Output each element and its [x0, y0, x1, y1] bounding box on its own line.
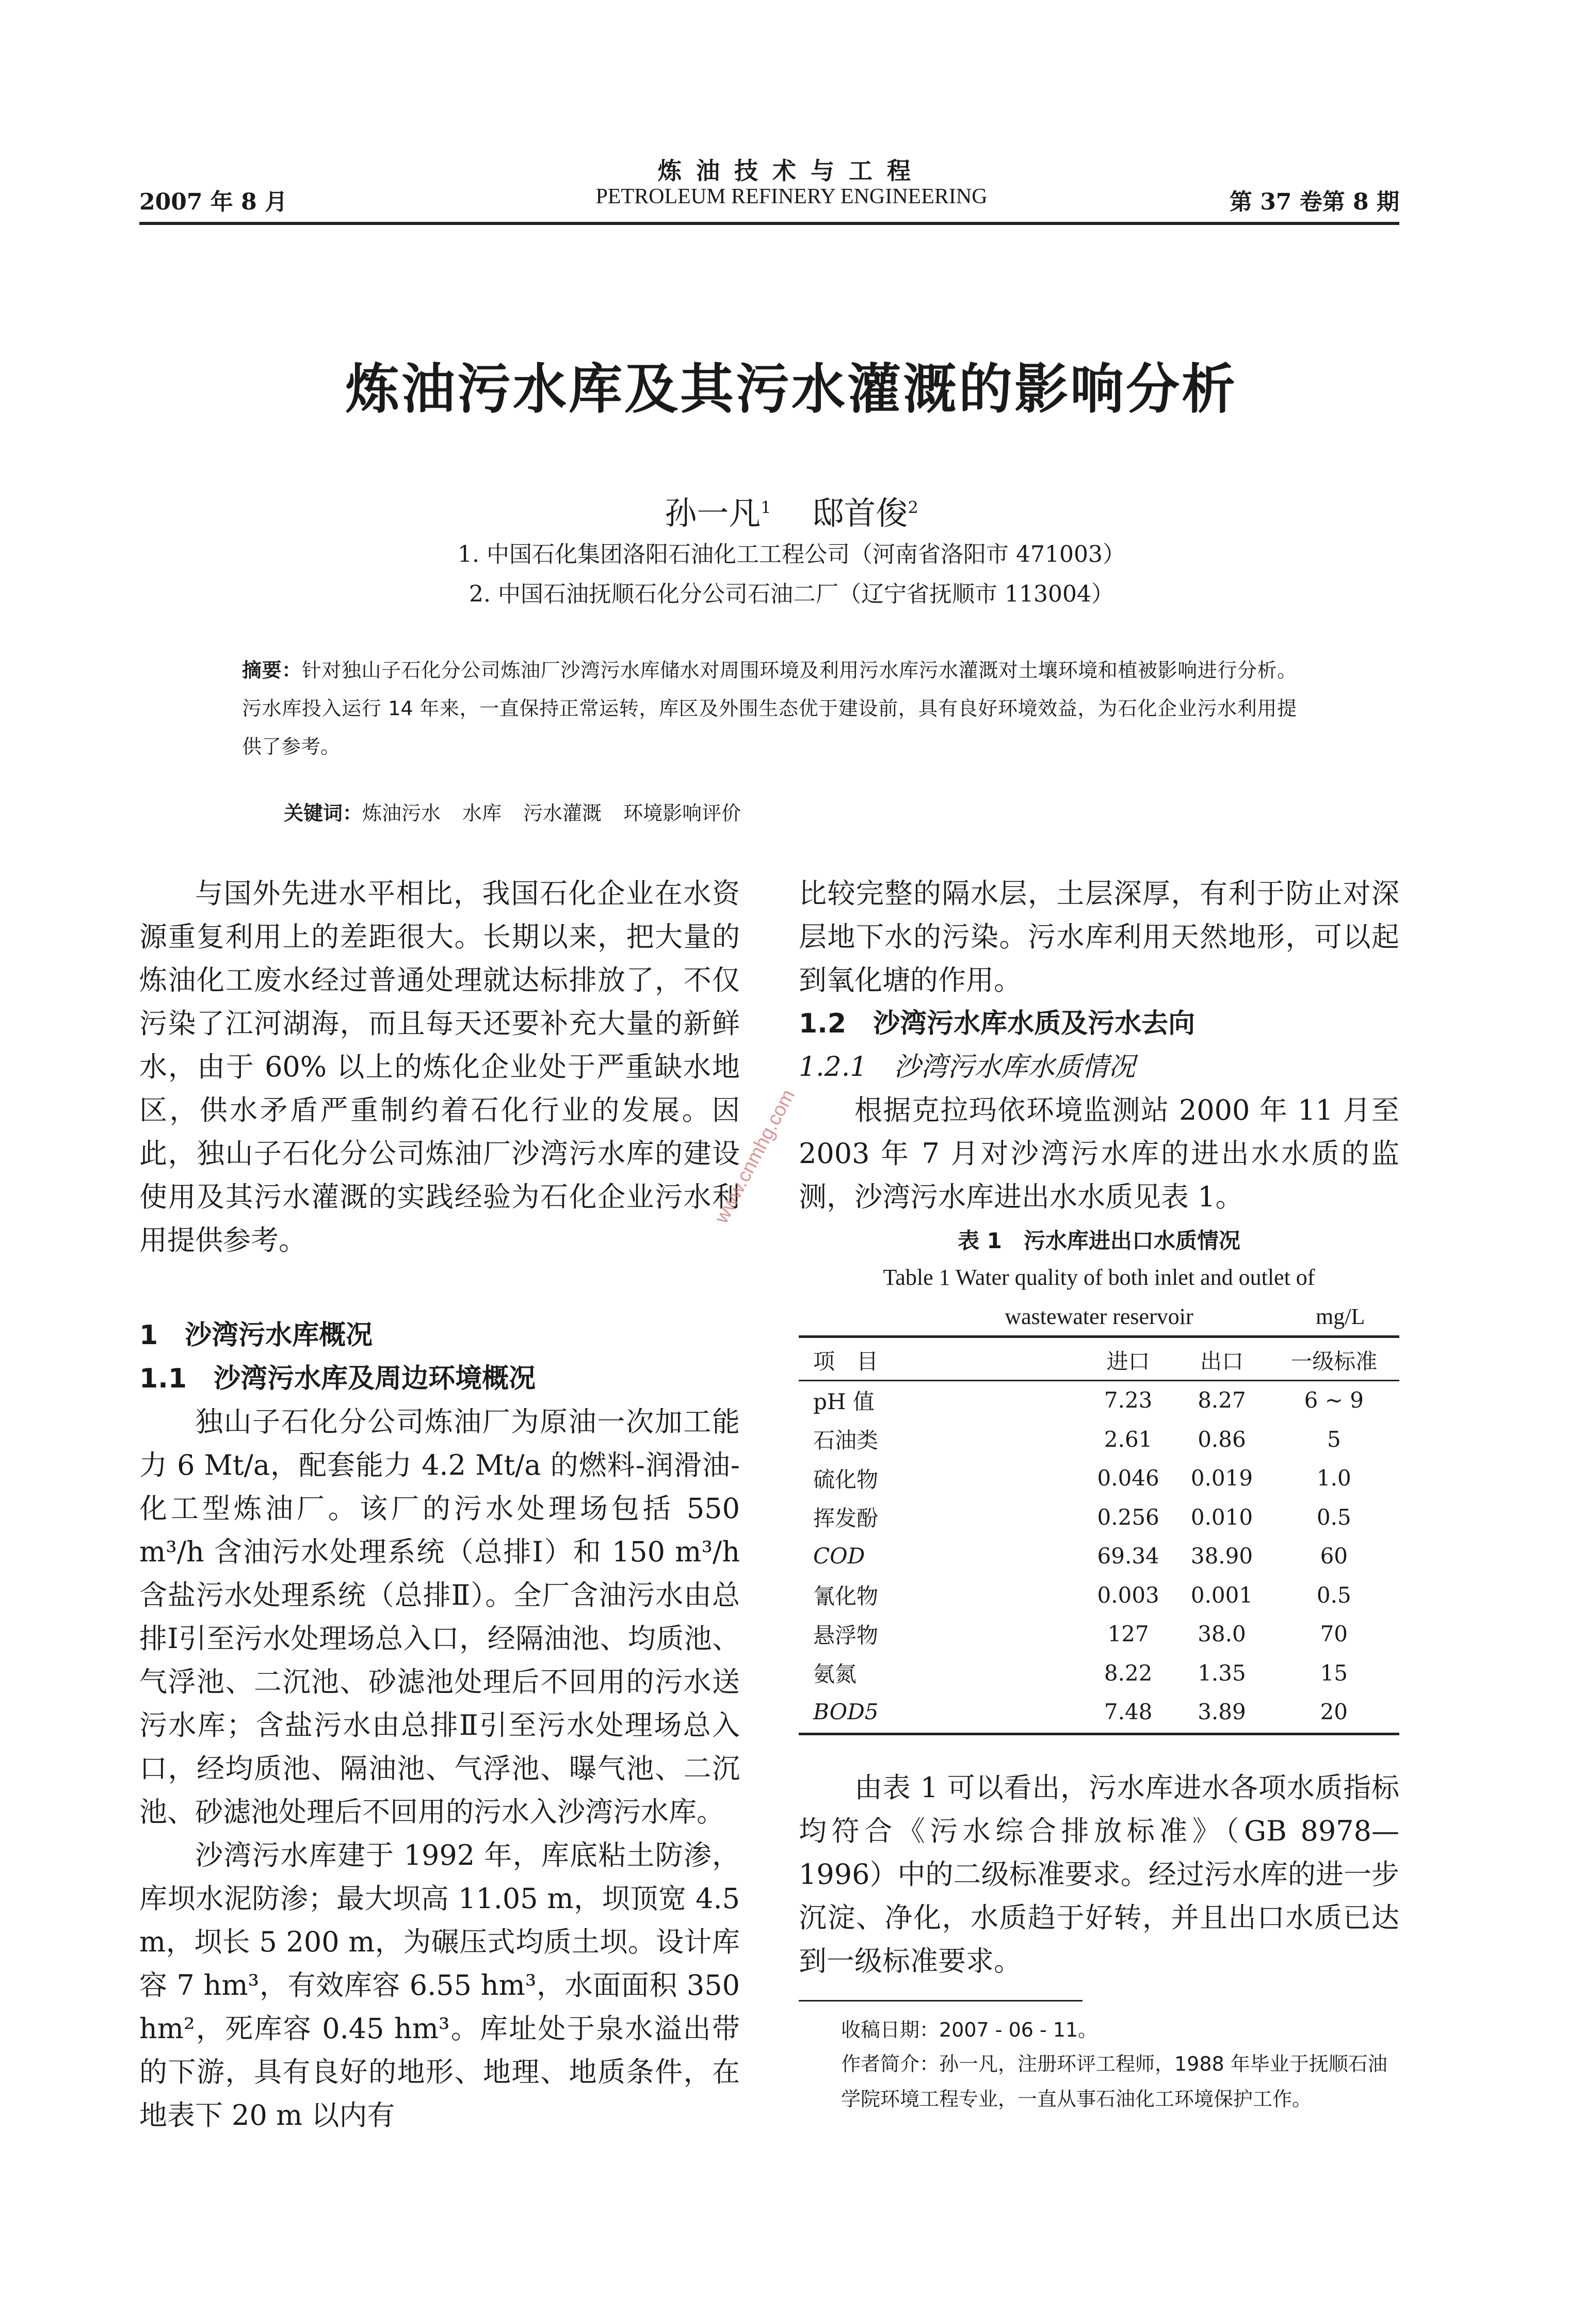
table-title-cn: 表 1 污水库进出口水质情况 — [958, 1228, 1240, 1253]
row-label: 氰化物 — [813, 1584, 879, 1609]
cell-value: 5 — [1327, 1426, 1341, 1452]
keywords-label: 关键词： — [284, 802, 363, 825]
cell-value: 0.256 — [1097, 1504, 1159, 1530]
volume-issue: 第 37 卷第 8 期 — [1229, 189, 1399, 215]
affiliation: 1. 中国石化集团洛阳石油化工工程公司（河南省洛阳市 471003） — [458, 541, 1125, 568]
cell-value: 20 — [1320, 1699, 1348, 1725]
journal-name-en: PETROLEUM REFINERY ENGINEERING — [595, 185, 988, 208]
row-label: COD — [813, 1543, 865, 1569]
cell-value: 3.89 — [1198, 1699, 1246, 1725]
footnote-author-bio: 作者简介：孙一凡，注册环评工程师，1988 年毕业于抚顺石油学院环境工程专业，一直从事石油化工环境保护工作。 — [841, 2053, 1387, 2110]
left-column — [139, 872, 740, 2137]
body-paragraph: 沙湾污水库建于 1992 年，库底粘土防渗，库坝水泥防渗；最大坝高 11.05 m，坝顶宽 4.5 m，坝长 5 200 m，为碾压式均质土坝。设计库容 7 hm³，有效库容 6.55 hm³，水面面积 350 hm²，死库容 0.45 hm³。库址处于泉水溢出带的下游，具有良好的地形、地理、地质条件，在地表下 20 m 以内有 — [139, 1839, 740, 2132]
table-row — [799, 1381, 1399, 1420]
table-top-rule — [799, 1335, 1399, 1338]
cell-value: 0.86 — [1198, 1426, 1246, 1452]
abstract-label: 摘要： — [242, 659, 302, 682]
table-row — [799, 1537, 1399, 1576]
intro-paragraph: 与国外先进水平相比，我国石化企业在水资源重复利用上的差距很大。长期以来，把大量的炼油化工废水经过普通处理就达标排放了，不仅污染了江河湖海，而且每天还要补充大量的新鲜水，由于 60% 以上的炼化企业处于严重缺水地区，供水矛盾严重制约着石化行业的发展。因此，独山子石化分公司炼油厂沙湾污水库的建设使用及其污水灌溉的实践经验为石化企业污水利用提供参考。 — [139, 877, 740, 1256]
section-1-2-heading: 1.2 沙湾污水库水质及污水去向 — [799, 1008, 1196, 1039]
row-label: 硫化物 — [813, 1466, 879, 1492]
cell-value: 0.003 — [1097, 1582, 1159, 1608]
right-column — [799, 872, 1399, 1219]
table-unit: mg/L — [1316, 1304, 1365, 1329]
abstract-text: 针对独山子石化分公司炼油厂沙湾污水库储水对周围环境及利用污水库污水灌溉对土壤环境和植被影响进行分析。污水库投入运行 14 年来，一直保持正常运转，库区及外围生态优于建设前，具有良好环境效益，为石化企业污水利用提供了参考。 — [242, 659, 1297, 758]
cell-value: 7.23 — [1104, 1387, 1153, 1413]
row-label: 挥发酚 — [813, 1506, 879, 1531]
row-label: 悬浮物 — [813, 1622, 879, 1648]
affiliation: 2. 中国石油抚顺石化分公司石油二厂（辽宁省抚顺市 113004） — [469, 581, 1114, 607]
cell-value: 38.90 — [1190, 1543, 1253, 1569]
cell-value: 1.35 — [1198, 1660, 1246, 1686]
header-rule — [139, 222, 1399, 225]
water-quality-table — [799, 1339, 1399, 1732]
row-label: pH 值 — [813, 1389, 875, 1414]
journal-name-cn: 炼油技术与工程 — [658, 157, 925, 185]
table-row — [799, 1615, 1399, 1654]
table-row — [799, 1654, 1399, 1693]
cell-value: 0.001 — [1190, 1582, 1253, 1608]
cell-value: 60 — [1320, 1543, 1348, 1569]
cell-value: 0.5 — [1316, 1504, 1351, 1530]
table-row — [799, 1459, 1399, 1498]
row-label: 氨氮 — [813, 1661, 857, 1687]
cell-value: 8.27 — [1198, 1387, 1246, 1413]
cell-value: 2.61 — [1104, 1426, 1153, 1452]
keyword: 污水灌溉 — [523, 802, 602, 825]
author-name: 邸首俊 — [812, 494, 908, 532]
body-paragraph: 根据克拉玛依环境监测站 2000 年 11 月至 2003 年 7 月对沙湾污水库的进出水水质的监测，沙湾污水库进出水水质见表 1。 — [799, 1094, 1399, 1213]
column-header: 项 目 — [813, 1349, 879, 1374]
cell-value: 1.0 — [1316, 1465, 1351, 1491]
table-title-en: Table 1 Water quality of both inlet and outlet of — [883, 1265, 1315, 1290]
row-label: BOD5 — [813, 1699, 879, 1725]
cell-value: 70 — [1320, 1621, 1348, 1647]
cell-value: 69.34 — [1097, 1543, 1159, 1569]
table-title-en-2: wastewater reservoir — [1005, 1304, 1193, 1329]
column-header: 进口 — [1106, 1349, 1150, 1374]
column-header: 一级标准 — [1290, 1349, 1378, 1374]
watermark: www.cnmhg.com — [710, 1086, 800, 1227]
column-header: 出口 — [1200, 1349, 1243, 1374]
abstract — [242, 651, 1297, 766]
table-bottom-rule — [799, 1733, 1399, 1735]
section-1-2-1-heading: 1.2.1 沙湾污水库水质情况 — [799, 1052, 1136, 1083]
cell-value: 6 ~ 9 — [1304, 1387, 1364, 1413]
table-row — [799, 1420, 1399, 1459]
section-1-heading: 1 沙湾污水库概况 — [139, 1320, 373, 1351]
cell-value: 38.0 — [1198, 1621, 1246, 1647]
issue-date: 2007 年 8 月 — [139, 189, 288, 215]
keywords — [284, 797, 763, 826]
body-paragraph: 比较完整的隔水层，土层深厚，有利于防止对深层地下水的污染。污水库利用天然地形，可以起到氧化塘的作用。 — [799, 877, 1399, 996]
body-paragraph: 由表 1 可以看出，污水库进水各项水质指标均符合《污水综合排放标准》（GB 8978—1996）中的二级标准要求。经过污水库的进一步沉淀、净化，水质趋于好转，并且出口水质已达到一级标准要求。 — [799, 1771, 1399, 1977]
table-row — [799, 1692, 1399, 1732]
footnote-received: 收稿日期：2007 - 06 - 11。 — [841, 2019, 1098, 2041]
keyword: 水库 — [462, 802, 502, 825]
paper-title: 炼油污水库及其污水灌溉的影响分析 — [345, 358, 1237, 421]
authors — [0, 488, 1583, 534]
keyword: 环境影响评价 — [623, 802, 741, 825]
footnote-rule — [799, 2000, 1083, 2002]
cell-value: 15 — [1320, 1660, 1348, 1686]
body-paragraph: 独山子石化分公司炼油厂为原油一次加工能力 6 Mt/a，配套能力 4.2 Mt/a 的燃料-润滑油-化工型炼油厂。该厂的污水处理场包括 550 m³/h 含油污水处理系统（总排Ⅰ）和 150 m³/h 含盐污水处理系统（总排Ⅱ）。全厂含油污水由总排Ⅰ引至污水处理场总入口，经隔油池、均质池、气浮池、二沉池、砂滤池处理后不回用的污水送污水库；含盐污水由总排Ⅱ引至污水处理场总入口，经均质池、隔油池、气浮池、曝气池、二沉池、砂滤池处理后不回用的污水入沙湾污水库。 — [139, 1406, 740, 1828]
right-column-lower — [799, 1766, 1399, 1983]
row-label: 石油类 — [813, 1428, 879, 1454]
section-1-1-heading: 1.1 沙湾污水库及周边环境概况 — [139, 1363, 536, 1394]
cell-value: 0.010 — [1190, 1504, 1253, 1530]
keyword: 炼油污水 — [362, 802, 441, 825]
cell-value: 0.046 — [1097, 1465, 1159, 1491]
author-affil-mark: 1 — [761, 497, 771, 518]
table-row — [799, 1576, 1399, 1615]
author-affil-mark: 2 — [908, 497, 918, 518]
cell-value: 7.48 — [1104, 1699, 1153, 1725]
cell-value: 0.019 — [1190, 1465, 1253, 1491]
cell-value: 8.22 — [1104, 1660, 1153, 1686]
table-header-row — [799, 1339, 1399, 1381]
author-name: 孙一凡 — [665, 494, 761, 532]
cell-value: 0.5 — [1316, 1582, 1351, 1608]
cell-value: 127 — [1107, 1621, 1149, 1647]
table-row — [799, 1498, 1399, 1537]
